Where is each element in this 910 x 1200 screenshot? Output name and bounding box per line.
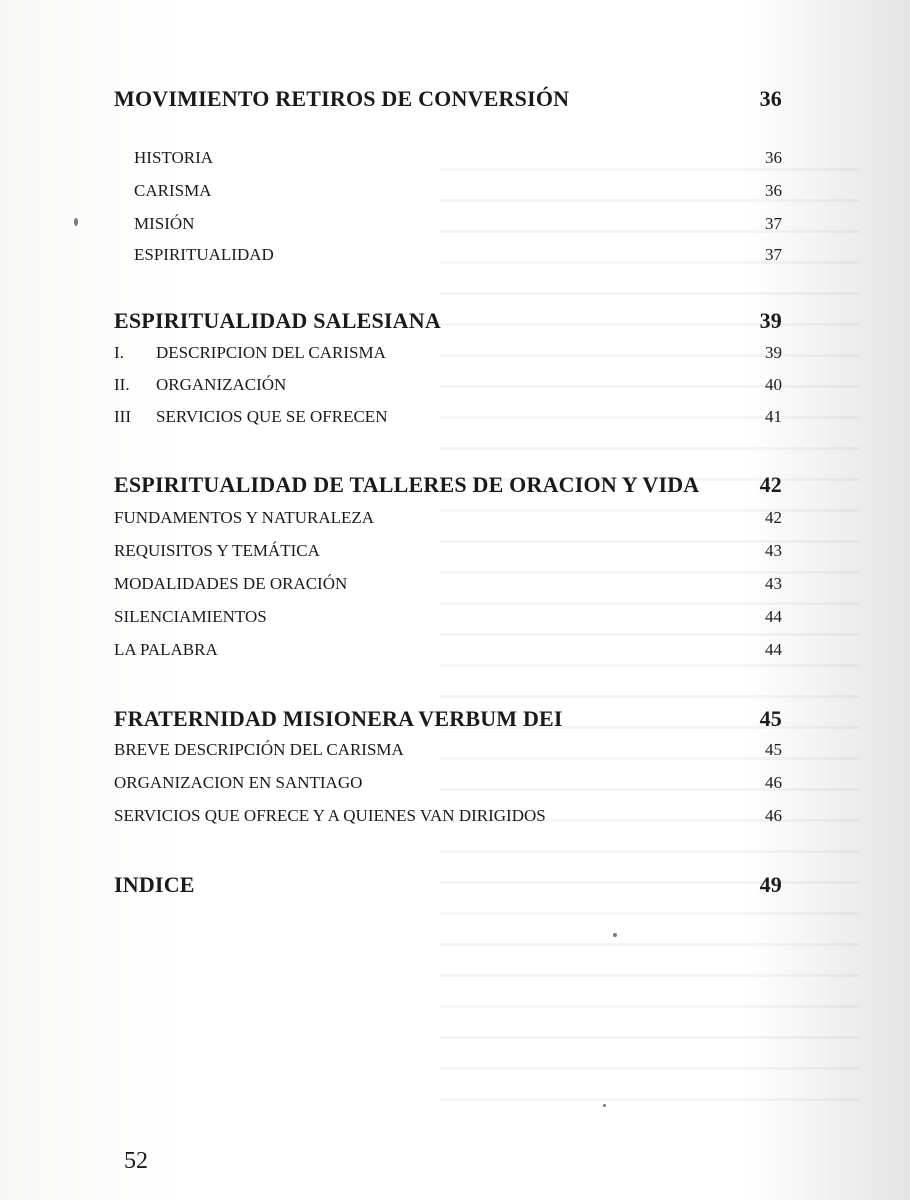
toc-heading-page: 36: [759, 86, 782, 111]
toc-heading-page: 39: [759, 308, 782, 333]
toc-entry-label: MODALIDADES DE ORACIÓN: [114, 574, 348, 593]
toc-entry: [114, 607, 782, 627]
toc-entry: [114, 740, 782, 760]
scan-speck: [74, 218, 78, 226]
toc-entry-label: DESCRIPCION DEL CARISMA: [156, 343, 386, 362]
toc-entry: [114, 640, 782, 660]
toc-entry-label: MISIÓN: [134, 214, 195, 233]
page-number: 52: [124, 1148, 148, 1174]
toc-entry-page: 40: [765, 375, 782, 394]
toc-entry-page: 43: [765, 574, 782, 593]
toc-entry-numeral: II.: [114, 375, 130, 394]
toc-entry: [114, 773, 782, 793]
toc-heading: [114, 86, 782, 112]
toc-heading-title: ESPIRITUALIDAD SALESIANA: [114, 308, 441, 333]
toc-entry: [114, 407, 782, 427]
toc-entry: [114, 541, 782, 561]
toc-entry-label: BREVE DESCRIPCIÓN DEL CARISMA: [114, 740, 404, 759]
toc-entry-page: 41: [765, 407, 782, 426]
toc-entry: [114, 508, 782, 528]
toc-entry-page: 37: [765, 245, 782, 264]
toc-heading-title: FRATERNIDAD MISIONERA VERBUM DEI: [114, 706, 563, 731]
toc-entry: [114, 806, 782, 826]
toc-entry-label: FUNDAMENTOS Y NATURALEZA: [114, 508, 375, 527]
toc-entry-page: 44: [765, 640, 782, 659]
toc-entry: [114, 375, 782, 395]
toc-entry-label: LA PALABRA: [114, 640, 218, 659]
toc-entry: [134, 214, 782, 234]
toc-entry-page: 39: [765, 343, 782, 362]
toc-entry: [114, 343, 782, 363]
toc-entry-label: ORGANIZACIÓN: [156, 375, 287, 394]
toc-heading: [114, 706, 782, 732]
toc-heading: [114, 472, 782, 498]
toc-entry-page: 36: [765, 148, 782, 167]
bleed-through-shadow: [440, 140, 860, 1120]
toc-entry-label: ORGANIZACION EN SANTIAGO: [114, 773, 363, 792]
toc-entry: [134, 181, 782, 201]
toc-entry-page: 42: [765, 508, 782, 527]
toc-heading-title: MOVIMIENTO RETIROS DE CONVERSIÓN: [114, 86, 570, 111]
toc-heading: [114, 872, 782, 898]
toc-heading-page: 42: [759, 472, 782, 497]
toc-heading-title: ESPIRITUALIDAD DE TALLERES DE ORACION Y VIDA: [114, 472, 700, 497]
toc-heading-title: INDICE: [114, 872, 195, 897]
toc-entry: [114, 574, 782, 594]
toc-entry-numeral: I.: [114, 343, 124, 362]
toc-entry-page: 46: [765, 773, 782, 792]
toc-entry-page: 37: [765, 214, 782, 233]
toc-entry-label: REQUISITOS Y TEMÁTICA: [114, 541, 320, 560]
toc-entry-numeral: III: [114, 407, 131, 426]
toc-entry-page: 44: [765, 607, 782, 626]
toc-entry-page: 46: [765, 806, 782, 825]
scan-speck: [613, 933, 617, 937]
toc-heading-page: 49: [759, 872, 782, 897]
toc-heading-page: 45: [759, 706, 782, 731]
scan-speck: [603, 1104, 606, 1107]
toc-entry-label: ESPIRITUALIDAD: [134, 245, 274, 264]
toc-entry-page: 45: [765, 740, 782, 759]
toc-entry: [134, 245, 782, 265]
toc-heading: [114, 308, 782, 334]
toc-entry: [134, 148, 782, 168]
toc-entry-page: 43: [765, 541, 782, 560]
toc-entry-label: SERVICIOS QUE OFRECE Y A QUIENES VAN DIRIGIDOS: [114, 806, 546, 825]
toc-entry-label: HISTORIA: [134, 148, 214, 167]
toc-entry-label: SILENCIAMIENTOS: [114, 607, 267, 626]
toc-entry-label: SERVICIOS QUE SE OFRECEN: [156, 407, 388, 426]
toc-entry-label: CARISMA: [134, 181, 212, 200]
toc-entry-page: 36: [765, 181, 782, 200]
